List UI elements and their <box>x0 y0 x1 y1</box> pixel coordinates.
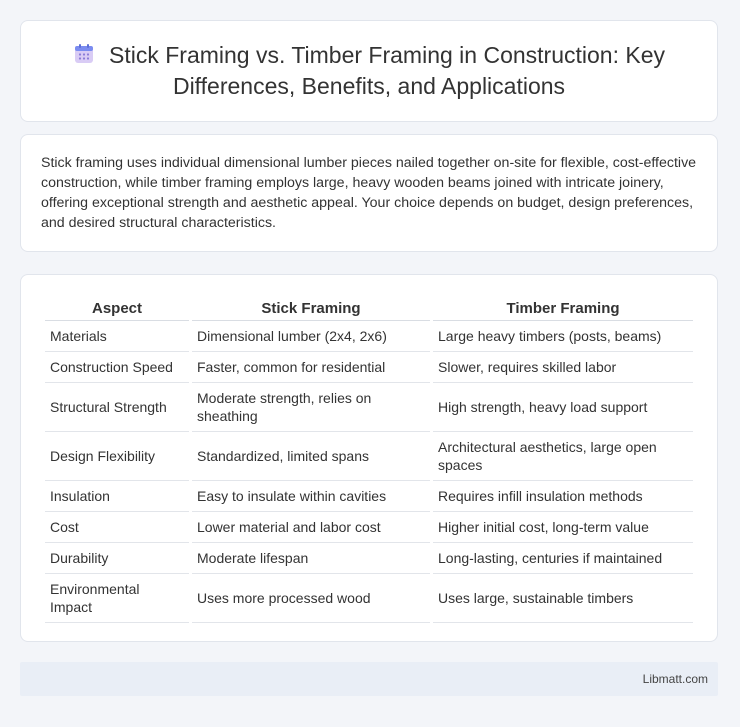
header-timber-framing: Timber Framing <box>433 295 693 321</box>
cell-aspect: Environmental Impact <box>45 574 189 623</box>
header-aspect: Aspect <box>45 295 189 321</box>
page-title-wrap <box>41 41 697 101</box>
cell-stick: Moderate strength, relies on sheathing <box>192 383 430 432</box>
cell-timber: Slower, requires skilled labor <box>433 352 693 383</box>
cell-timber: Uses large, sustainable timbers <box>433 574 693 623</box>
title-card <box>20 20 718 122</box>
comparison-table-card <box>20 274 718 642</box>
cell-timber: Large heavy timbers (posts, beams) <box>433 321 693 352</box>
cell-stick: Lower material and labor cost <box>192 512 430 543</box>
calendar-icon <box>73 43 95 72</box>
cell-timber: High strength, heavy load support <box>433 383 693 432</box>
cell-aspect: Construction Speed <box>45 352 189 383</box>
cell-aspect: Durability <box>45 543 189 574</box>
header-stick-framing: Stick Framing <box>192 295 430 321</box>
cell-aspect: Design Flexibility <box>45 432 189 481</box>
summary-text: Stick framing uses individual dimensional lumber pieces nailed together on-site for flexible, cost-effective construction, while timber framing employs large, heavy wooden beams joined with intricate joinery, offering exceptional strength and aesthetic appeal. Your choice depends on budget, design preferences, and desired structural characteristics. <box>41 155 697 231</box>
cell-stick: Moderate lifespan <box>192 543 430 574</box>
table-row <box>45 512 693 543</box>
cell-stick: Dimensional lumber (2x4, 2x6) <box>192 321 430 352</box>
cell-stick: Easy to insulate within cavities <box>192 481 430 512</box>
cell-aspect: Materials <box>45 321 189 352</box>
cell-aspect: Structural Strength <box>45 383 189 432</box>
footer <box>20 662 718 696</box>
table-row <box>45 321 693 352</box>
cell-timber: Long-lasting, centuries if maintained <box>433 543 693 574</box>
cell-timber: Architectural aesthetics, large open spaces <box>433 432 693 481</box>
table-row <box>45 383 693 432</box>
comparison-table <box>42 295 696 623</box>
table-row <box>45 481 693 512</box>
table-row <box>45 574 693 623</box>
cell-stick: Faster, common for residential <box>192 352 430 383</box>
cell-timber: Higher initial cost, long-term value <box>433 512 693 543</box>
table-row <box>45 352 693 383</box>
table-row <box>45 543 693 574</box>
summary-card <box>20 134 718 252</box>
cell-timber: Requires infill insulation methods <box>433 481 693 512</box>
page-title: Stick Framing vs. Timber Framing in Construction: Key Differences, Benefits, and Applications <box>109 42 665 99</box>
table-row <box>45 432 693 481</box>
cell-aspect: Insulation <box>45 481 189 512</box>
footer-site-link[interactable]: Libmatt.com <box>642 672 708 686</box>
cell-aspect: Cost <box>45 512 189 543</box>
cell-stick: Standardized, limited spans <box>192 432 430 481</box>
table-header-row <box>45 295 693 321</box>
cell-stick: Uses more processed wood <box>192 574 430 623</box>
